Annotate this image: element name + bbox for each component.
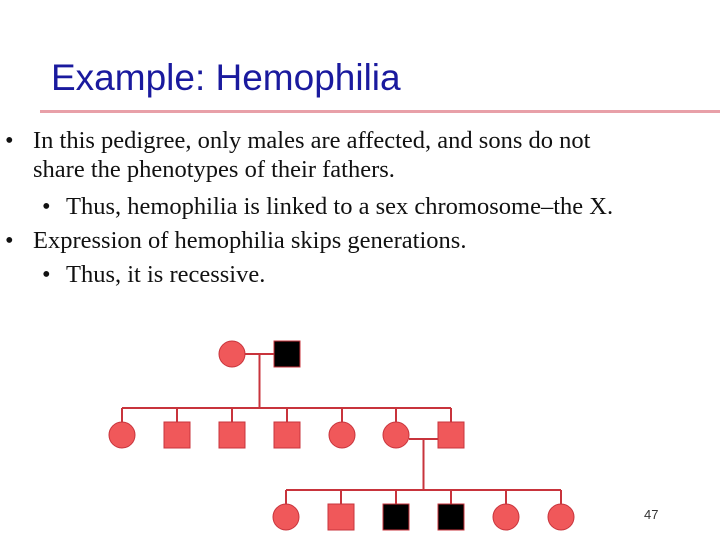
gen2-male-unaffected	[164, 422, 190, 448]
bullet-text: In this pedigree, only males are affected, and sons do not	[33, 127, 591, 154]
gen3-female-unaffected	[493, 504, 519, 530]
gen2-female-unaffected	[329, 422, 355, 448]
gen3-female-unaffected	[548, 504, 574, 530]
slide-title: Example: Hemophilia	[51, 57, 401, 98]
gen2-male-unaffected	[274, 422, 300, 448]
gen2-male-unaffected	[438, 422, 464, 448]
bullet-dot: •	[42, 193, 51, 220]
gen1-male-affected	[274, 341, 300, 367]
gen2-male-unaffected	[219, 422, 245, 448]
bullet-dot: •	[5, 127, 14, 154]
gen3-female-unaffected	[273, 504, 299, 530]
gen2-female-unaffected	[109, 422, 135, 448]
bullet-text: Thus, it is recessive.	[66, 261, 266, 288]
gen3-male-unaffected	[328, 504, 354, 530]
gen2-female-unaffected	[383, 422, 409, 448]
bullet-text: Expression of hemophilia skips generations.	[33, 227, 467, 254]
bullet-text: Thus, hemophilia is linked to a sex chromosome–the X.	[66, 193, 614, 220]
gen3-male-affected	[438, 504, 464, 530]
gen3-male-affected	[383, 504, 409, 530]
bullet-dot: •	[5, 227, 14, 254]
page-number: 47	[644, 507, 659, 522]
gen1-female-unaffected	[219, 341, 245, 367]
bullet-dot: •	[42, 261, 51, 288]
bullet-text: share the phenotypes of their fathers.	[33, 156, 395, 183]
